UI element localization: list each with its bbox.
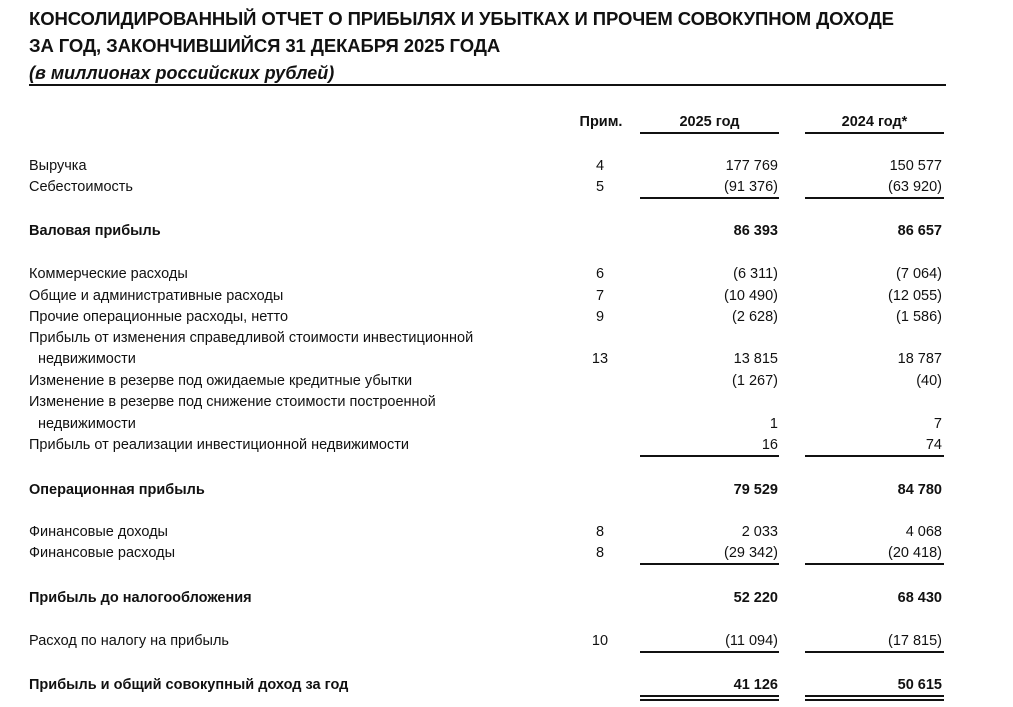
year-2024-column-header: 2024 год* [841, 114, 908, 130]
subtotal-rule-2025 [640, 563, 779, 565]
row-note-revenue: 4 [595, 158, 605, 174]
row-2024-cost-of-sales: (63 920) [887, 179, 942, 195]
row-label-gross-profit: Валовая прибыль [29, 223, 161, 239]
row-label-fair-value-gain-continued: недвижимости [38, 351, 136, 367]
row-note-finance-income: 8 [595, 524, 605, 540]
row-2024-net-profit: 50 615 [897, 677, 942, 693]
row-2025-operating-profit: 79 529 [733, 482, 778, 498]
row-label-admin-expenses: Общие и административные расходы [29, 288, 284, 304]
row-label-fair-value-gain: Прибыль от изменения справедливой стоимости инвестиционной [29, 330, 474, 346]
header-underline-2024 [805, 132, 944, 134]
row-2024-finance-income: 4 068 [905, 524, 942, 540]
row-2025-fair-value-gain: 13 815 [733, 351, 778, 367]
subtotal-rule-2024 [805, 563, 944, 565]
title-divider [29, 84, 946, 86]
row-note-fair-value-gain: 13 [591, 351, 609, 367]
row-2024-profit-before-tax: 68 430 [897, 590, 942, 606]
row-label-impairment-reserve: Изменение в резерве под снижение стоимости построенной [29, 394, 436, 410]
row-2025-gain-on-disposal: 16 [761, 437, 778, 453]
subtotal-rule-2024 [805, 197, 944, 199]
row-2025-gross-profit: 86 393 [733, 223, 778, 239]
row-label-other-operating-expenses: Прочие операционные расходы, нетто [29, 309, 289, 325]
row-2025-net-profit: 41 126 [733, 677, 778, 693]
row-label-profit-before-tax: Прибыль до налогообложения [29, 590, 252, 606]
row-2024-revenue: 150 577 [889, 158, 942, 174]
row-label-expected-credit-loss: Изменение в резерве под ожидаемые кредитные убытки [29, 373, 413, 389]
row-note-other-operating-expenses: 9 [595, 309, 605, 325]
row-2025-impairment-reserve: 1 [769, 416, 778, 432]
row-2024-other-operating-expenses: (1 586) [896, 309, 942, 325]
year-2025-column-header: 2025 год [679, 114, 740, 130]
row-2025-income-tax: (11 094) [725, 633, 778, 649]
note-column-header: Прим. [579, 114, 623, 130]
row-note-admin-expenses: 7 [595, 288, 605, 304]
row-2025-profit-before-tax: 52 220 [733, 590, 778, 606]
statement-title-line-1: КОНСОЛИДИРОВАННЫЙ ОТЧЕТ О ПРИБЫЛЯХ И УБЫТКАХ И ПРОЧЕМ СОВОКУПНОМ ДОХОДЕ [29, 8, 894, 29]
row-2025-cost-of-sales: (91 376) [723, 179, 778, 195]
row-label-income-tax: Расход по налогу на прибыль [29, 633, 229, 649]
row-label-operating-profit: Операционная прибыль [29, 482, 205, 498]
row-2025-expected-credit-loss: (1 267) [732, 373, 778, 389]
row-2024-operating-profit: 84 780 [897, 482, 942, 498]
row-label-gain-on-disposal: Прибыль от реализации инвестиционной недвижимости [29, 437, 409, 453]
row-2024-admin-expenses: (12 055) [887, 288, 942, 304]
units-caption: (в миллионах российских рублей) [29, 63, 335, 83]
row-label-cost-of-sales: Себестоимость [29, 179, 133, 195]
row-2024-income-tax: (17 815) [887, 633, 942, 649]
header-underline-2025 [640, 132, 779, 134]
row-2025-other-operating-expenses: (2 628) [732, 309, 778, 325]
row-note-cost-of-sales: 5 [595, 179, 605, 195]
total-double-rule-bottom-2024 [805, 699, 944, 701]
row-2024-selling-expenses: (7 064) [896, 266, 942, 282]
subtotal-rule-2025 [640, 197, 779, 199]
row-2024-finance-costs: (20 418) [887, 545, 942, 561]
row-2025-finance-income: 2 033 [741, 524, 778, 540]
row-note-selling-expenses: 6 [595, 266, 605, 282]
row-note-finance-costs: 8 [595, 545, 605, 561]
row-label-selling-expenses: Коммерческие расходы [29, 266, 188, 282]
row-label-net-profit: Прибыль и общий совокупный доход за год [29, 677, 349, 693]
row-label-finance-costs: Финансовые расходы [29, 545, 175, 561]
row-2025-revenue: 177 769 [725, 158, 778, 174]
row-2024-gross-profit: 86 657 [897, 223, 942, 239]
row-label-revenue: Выручка [29, 158, 87, 174]
row-2025-admin-expenses: (10 490) [723, 288, 778, 304]
total-double-rule-top-2024 [805, 695, 944, 697]
row-label-finance-income: Финансовые доходы [29, 524, 168, 540]
row-2025-finance-costs: (29 342) [723, 545, 778, 561]
row-2024-fair-value-gain: 18 787 [897, 351, 942, 367]
row-label-impairment-reserve-continued: недвижимости [38, 416, 136, 432]
statement-title-line-2: ЗА ГОД, ЗАКОНЧИВШИЙСЯ 31 ДЕКАБРЯ 2025 ГОДА [29, 35, 501, 56]
row-2024-impairment-reserve: 7 [933, 416, 942, 432]
subtotal-rule-2024 [805, 651, 944, 653]
row-note-income-tax: 10 [591, 633, 609, 649]
row-2024-expected-credit-loss: (40) [916, 373, 942, 389]
row-2025-selling-expenses: (6 311) [733, 266, 778, 282]
subtotal-rule-2025 [640, 455, 779, 457]
subtotal-rule-2024 [805, 455, 944, 457]
row-2024-gain-on-disposal: 74 [925, 437, 942, 453]
total-double-rule-top-2025 [640, 695, 779, 697]
subtotal-rule-2025 [640, 651, 779, 653]
total-double-rule-bottom-2025 [640, 699, 779, 701]
